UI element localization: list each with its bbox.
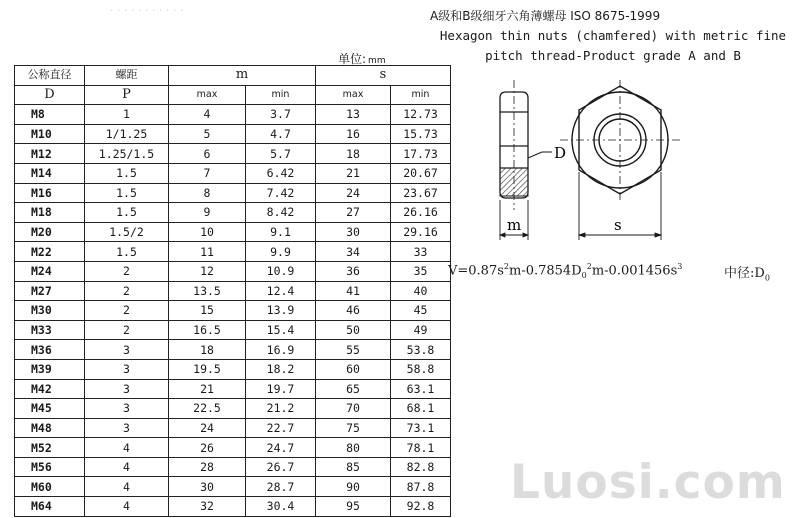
cell-s-max: 46 bbox=[316, 301, 391, 321]
cell-m-max: 18 bbox=[169, 340, 246, 360]
cell-s-min: 15.73 bbox=[391, 124, 451, 144]
cell-m-min: 26.7 bbox=[246, 457, 316, 477]
table-row bbox=[15, 497, 451, 517]
cell-s-min: 92.8 bbox=[391, 497, 451, 517]
cell-m-min: 7.42 bbox=[246, 183, 316, 203]
cell-diameter: M42 bbox=[15, 379, 85, 399]
header-s-max: max bbox=[316, 85, 391, 105]
cell-m-min: 9.9 bbox=[246, 242, 316, 262]
table-row bbox=[15, 144, 451, 164]
cell-s-max: 34 bbox=[316, 242, 391, 262]
title-english-line2: pitch thread-Product grade A and B bbox=[485, 48, 741, 63]
cell-m-max: 24 bbox=[169, 418, 246, 438]
cell-s-max: 65 bbox=[316, 379, 391, 399]
cell-pitch: 2 bbox=[85, 320, 169, 340]
table-row bbox=[15, 418, 451, 438]
formula-part3: m-0.001456s bbox=[591, 263, 678, 279]
cell-diameter: M22 bbox=[15, 242, 85, 262]
cell-m-min: 24.7 bbox=[246, 438, 316, 458]
cell-pitch: 1.5 bbox=[85, 163, 169, 183]
nut-drawing bbox=[480, 80, 700, 245]
cell-diameter: M33 bbox=[15, 320, 85, 340]
header-m-min: min bbox=[246, 85, 316, 105]
cell-m-min: 4.7 bbox=[246, 124, 316, 144]
formula-part2: m-0.7854D bbox=[509, 263, 582, 279]
cell-diameter: M16 bbox=[15, 183, 85, 203]
table-row bbox=[15, 320, 451, 340]
cell-m-min: 9.1 bbox=[246, 222, 316, 242]
cell-s-max: 55 bbox=[316, 340, 391, 360]
table-row bbox=[15, 379, 451, 399]
cell-pitch: 1 bbox=[85, 105, 169, 125]
cell-m-min: 8.42 bbox=[246, 203, 316, 223]
cell-diameter: M18 bbox=[15, 203, 85, 223]
cell-pitch: 3 bbox=[85, 418, 169, 438]
header-nominal-diameter-cn: 公称直径 bbox=[15, 66, 85, 86]
cell-s-max: 13 bbox=[316, 105, 391, 125]
cell-m-min: 19.7 bbox=[246, 379, 316, 399]
cell-pitch: 2 bbox=[85, 301, 169, 321]
unit-label-text: 单位: bbox=[338, 52, 367, 66]
cell-pitch: 4 bbox=[85, 438, 169, 458]
label-s: s bbox=[614, 216, 622, 234]
cell-m-max: 19.5 bbox=[169, 359, 246, 379]
cell-m-min: 16.9 bbox=[246, 340, 316, 360]
cell-s-min: 40 bbox=[391, 281, 451, 301]
table-row bbox=[15, 124, 451, 144]
cell-s-min: 33 bbox=[391, 242, 451, 262]
header-m: m bbox=[169, 66, 316, 86]
cell-pitch: 3 bbox=[85, 340, 169, 360]
cell-m-max: 9 bbox=[169, 203, 246, 223]
header-pitch-cn: 螺距 bbox=[85, 66, 169, 86]
cell-diameter: M64 bbox=[15, 497, 85, 517]
cell-s-max: 50 bbox=[316, 320, 391, 340]
cell-s-max: 21 bbox=[316, 163, 391, 183]
table-row bbox=[15, 203, 451, 223]
cell-diameter: M30 bbox=[15, 301, 85, 321]
cell-m-min: 15.4 bbox=[246, 320, 316, 340]
table-row bbox=[15, 222, 451, 242]
cell-s-min: 20.67 bbox=[391, 163, 451, 183]
cell-pitch: 1.25/1.5 bbox=[85, 144, 169, 164]
cell-diameter: M24 bbox=[15, 261, 85, 281]
cell-m-min: 13.9 bbox=[246, 301, 316, 321]
cell-s-min: 82.8 bbox=[391, 457, 451, 477]
table-row bbox=[15, 359, 451, 379]
cell-pitch: 1.5 bbox=[85, 183, 169, 203]
cell-pitch: 4 bbox=[85, 477, 169, 497]
cell-diameter: M8 bbox=[15, 105, 85, 125]
cell-m-max: 12 bbox=[169, 261, 246, 281]
table-row bbox=[15, 261, 451, 281]
cell-s-min: 45 bbox=[391, 301, 451, 321]
cell-pitch: 3 bbox=[85, 399, 169, 419]
cell-s-min: 68.1 bbox=[391, 399, 451, 419]
cell-s-min: 26.16 bbox=[391, 203, 451, 223]
formula-sup3: 3 bbox=[677, 262, 683, 271]
table-row bbox=[15, 242, 451, 262]
formula-sub1: 0 bbox=[581, 270, 587, 280]
cell-m-max: 22.5 bbox=[169, 399, 246, 419]
cell-s-max: 75 bbox=[316, 418, 391, 438]
formula-part1: V=0.87s bbox=[448, 263, 504, 279]
cell-s-min: 35 bbox=[391, 261, 451, 281]
cell-diameter: M36 bbox=[15, 340, 85, 360]
table-row bbox=[15, 183, 451, 203]
cell-pitch: 1.5 bbox=[85, 203, 169, 223]
pitch-diameter-note bbox=[724, 262, 770, 283]
cell-s-max: 60 bbox=[316, 359, 391, 379]
volume-formula bbox=[448, 262, 682, 280]
cell-s-min: 12.73 bbox=[391, 105, 451, 125]
cell-m-max: 6 bbox=[169, 144, 246, 164]
cell-diameter: M52 bbox=[15, 438, 85, 458]
cell-m-max: 15 bbox=[169, 301, 246, 321]
cell-diameter: M20 bbox=[15, 222, 85, 242]
cell-s-min: 29.16 bbox=[391, 222, 451, 242]
cell-m-max: 32 bbox=[169, 497, 246, 517]
cell-pitch: 3 bbox=[85, 379, 169, 399]
cell-s-max: 16 bbox=[316, 124, 391, 144]
cell-m-max: 21 bbox=[169, 379, 246, 399]
cell-s-max: 70 bbox=[316, 399, 391, 419]
watermark-logo: Luosi.com bbox=[510, 455, 786, 510]
cell-s-min: 58.8 bbox=[391, 359, 451, 379]
table-row bbox=[15, 340, 451, 360]
cell-m-min: 10.9 bbox=[246, 261, 316, 281]
cell-diameter: M56 bbox=[15, 457, 85, 477]
cell-pitch: 2 bbox=[85, 261, 169, 281]
cell-s-max: 18 bbox=[316, 144, 391, 164]
ghost-text: · · · · · · · · · · · bbox=[110, 4, 184, 17]
cell-s-max: 30 bbox=[316, 222, 391, 242]
table-row bbox=[15, 301, 451, 321]
cell-m-min: 12.4 bbox=[246, 281, 316, 301]
cell-s-min: 78.1 bbox=[391, 438, 451, 458]
title-english-line1: Hexagon thin nuts (chamfered) with metric fine bbox=[439, 28, 787, 43]
cell-s-min: 53.8 bbox=[391, 340, 451, 360]
cell-pitch: 4 bbox=[85, 497, 169, 517]
cell-m-min: 18.2 bbox=[246, 359, 316, 379]
cell-diameter: M14 bbox=[15, 163, 85, 183]
cell-diameter: M39 bbox=[15, 359, 85, 379]
cell-m-min: 3.7 bbox=[246, 105, 316, 125]
cell-s-min: 63.1 bbox=[391, 379, 451, 399]
cell-s-max: 85 bbox=[316, 457, 391, 477]
cell-s-max: 80 bbox=[316, 438, 391, 458]
cell-diameter: M27 bbox=[15, 281, 85, 301]
header-m-max: max bbox=[169, 85, 246, 105]
cell-m-min: 28.7 bbox=[246, 477, 316, 497]
table-row bbox=[15, 477, 451, 497]
cell-m-max: 8 bbox=[169, 183, 246, 203]
title-english bbox=[428, 26, 798, 66]
cell-m-max: 13.5 bbox=[169, 281, 246, 301]
cell-s-min: 23.67 bbox=[391, 183, 451, 203]
dia-sub: 0 bbox=[764, 273, 770, 283]
cell-s-max: 41 bbox=[316, 281, 391, 301]
cell-s-max: 24 bbox=[316, 183, 391, 203]
cell-s-max: 90 bbox=[316, 477, 391, 497]
cell-m-max: 30 bbox=[169, 477, 246, 497]
cell-s-min: 87.8 bbox=[391, 477, 451, 497]
cell-m-max: 4 bbox=[169, 105, 246, 125]
table-body bbox=[15, 105, 451, 516]
table-row bbox=[15, 105, 451, 125]
cell-diameter: M12 bbox=[15, 144, 85, 164]
cell-m-max: 10 bbox=[169, 222, 246, 242]
cell-m-max: 26 bbox=[169, 438, 246, 458]
cell-m-min: 5.7 bbox=[246, 144, 316, 164]
nut-front-view bbox=[560, 80, 680, 202]
dia-label: 中径:D bbox=[724, 266, 765, 281]
d-leader bbox=[528, 152, 552, 158]
cell-pitch: 4 bbox=[85, 457, 169, 477]
table-row bbox=[15, 457, 451, 477]
formula-sup2: 2 bbox=[586, 262, 592, 271]
cell-m-min: 21.2 bbox=[246, 399, 316, 419]
title-chinese: A级和B级细牙六角薄螺母 ISO 8675-1999 bbox=[430, 9, 661, 23]
cell-pitch: 2 bbox=[85, 281, 169, 301]
cell-pitch: 3 bbox=[85, 359, 169, 379]
cell-m-min: 30.4 bbox=[246, 497, 316, 517]
label-m: m bbox=[507, 216, 522, 234]
cell-m-max: 5 bbox=[169, 124, 246, 144]
hatch-section bbox=[500, 168, 528, 196]
cell-m-max: 16.5 bbox=[169, 320, 246, 340]
table-row bbox=[15, 163, 451, 183]
header-p-symbol: P bbox=[85, 85, 169, 105]
cell-diameter: M48 bbox=[15, 418, 85, 438]
cell-m-max: 11 bbox=[169, 242, 246, 262]
formula-sup1: 2 bbox=[503, 262, 509, 271]
table-row bbox=[15, 438, 451, 458]
cell-m-min: 6.42 bbox=[246, 163, 316, 183]
cell-s-max: 95 bbox=[316, 497, 391, 517]
table-row bbox=[15, 399, 451, 419]
cell-diameter: M10 bbox=[15, 124, 85, 144]
header-s: s bbox=[316, 66, 451, 86]
cell-pitch: 1.5 bbox=[85, 242, 169, 262]
cell-s-min: 17.73 bbox=[391, 144, 451, 164]
cell-diameter: M60 bbox=[15, 477, 85, 497]
cell-m-max: 28 bbox=[169, 457, 246, 477]
label-d: D bbox=[554, 144, 567, 162]
cell-pitch: 1/1.25 bbox=[85, 124, 169, 144]
cell-s-max: 36 bbox=[316, 261, 391, 281]
header-d-symbol: D bbox=[15, 85, 85, 105]
unit-value: mm bbox=[368, 56, 386, 66]
header-s-min: min bbox=[391, 85, 451, 105]
cell-s-max: 27 bbox=[316, 203, 391, 223]
cell-pitch: 1.5/2 bbox=[85, 222, 169, 242]
cell-m-min: 22.7 bbox=[246, 418, 316, 438]
cell-diameter: M45 bbox=[15, 399, 85, 419]
cell-s-min: 73.1 bbox=[391, 418, 451, 438]
dimension-table bbox=[14, 65, 451, 517]
cell-s-min: 49 bbox=[391, 320, 451, 340]
table-row bbox=[15, 281, 451, 301]
cell-m-max: 7 bbox=[169, 163, 246, 183]
